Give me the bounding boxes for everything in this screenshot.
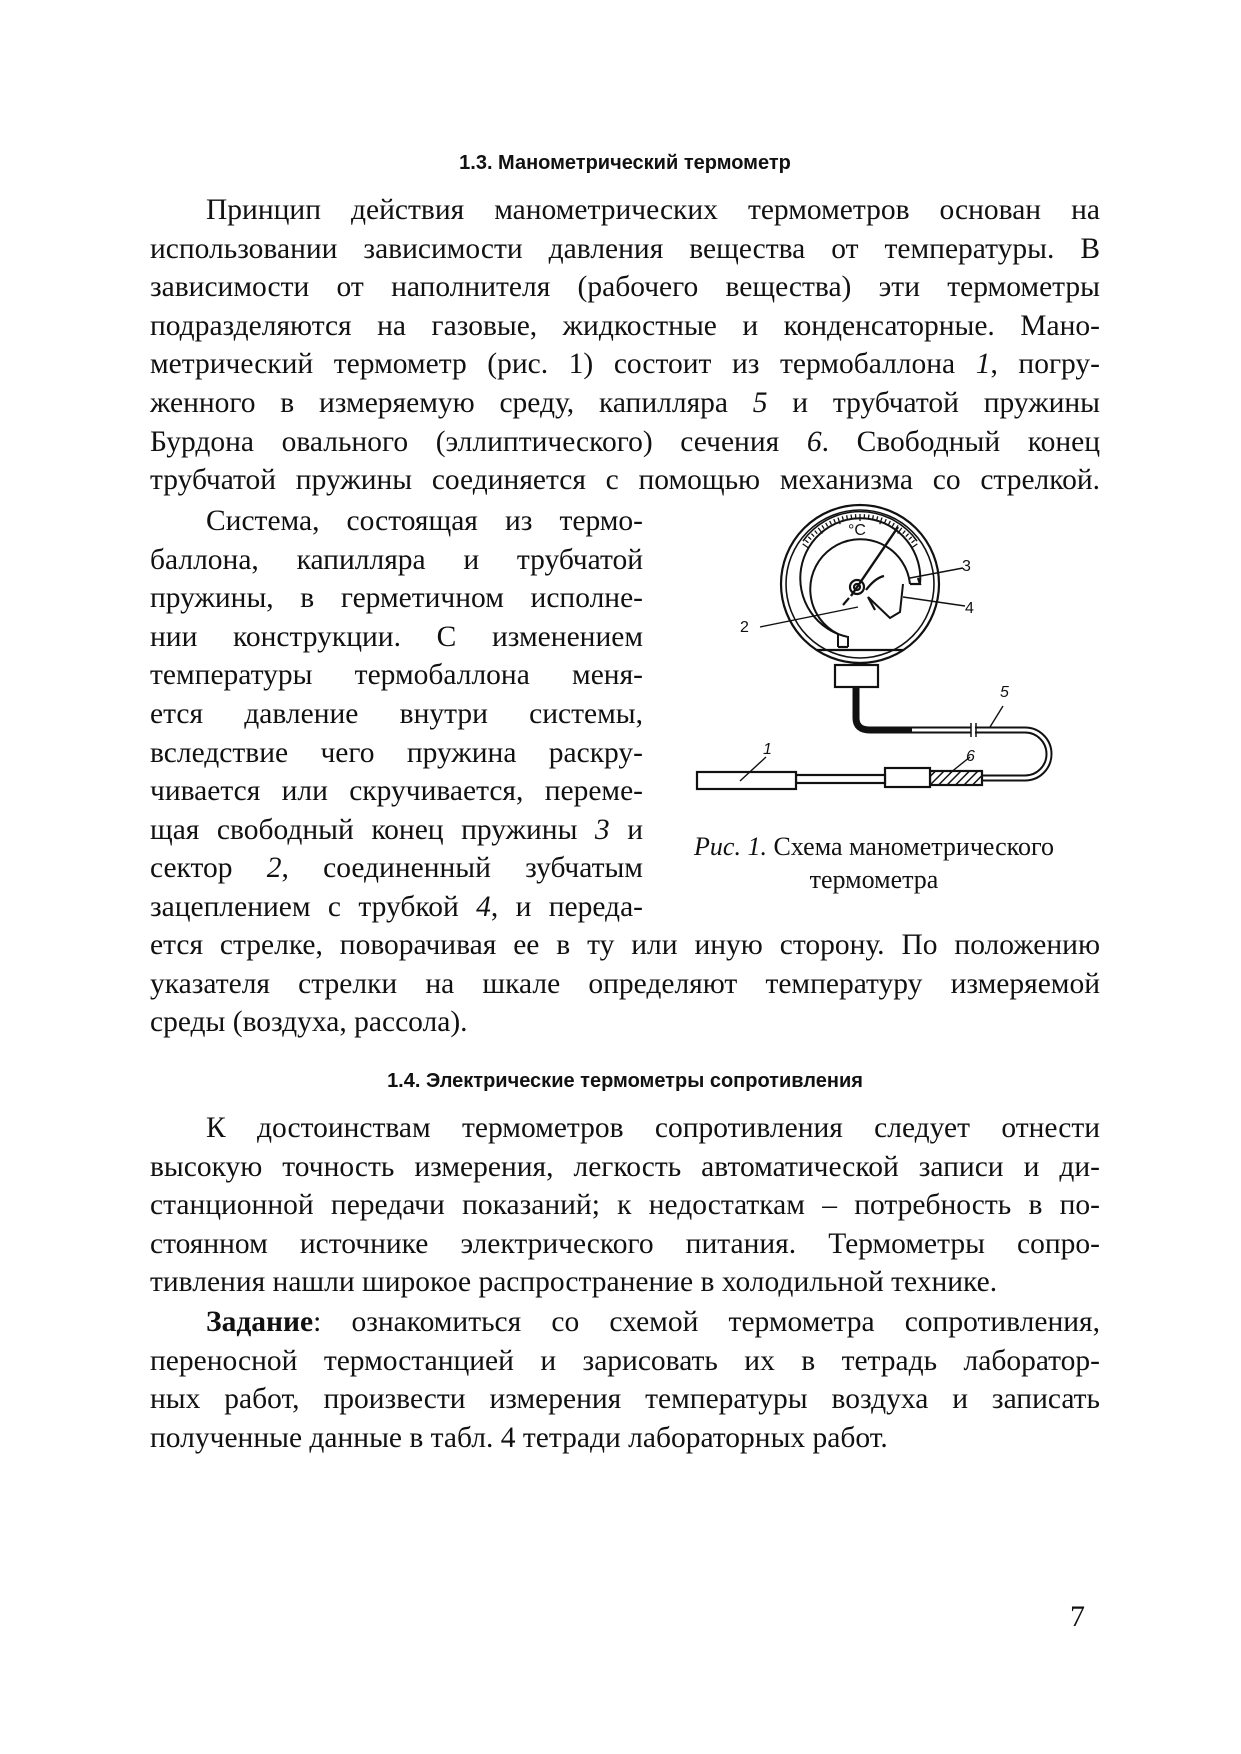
scale-tick [826, 523, 828, 526]
text-segment: , и переда- [490, 890, 643, 923]
scale-tick [803, 544, 809, 548]
scale-unit-label: °C [848, 522, 866, 539]
bold-text: Задание [206, 1306, 314, 1338]
text-segment: : ознакомиться со схемой термометра сопротивления, [313, 1306, 1100, 1338]
text-line [150, 926, 1100, 965]
text-segment: сектор [150, 852, 267, 885]
figure-caption-text: Схема манометрического [766, 832, 1054, 861]
paragraph-task [150, 1303, 1100, 1457]
text-line [150, 849, 643, 888]
text-segment: зависимости от наполнителя (рабочего вещества) эти термометры [150, 271, 1100, 304]
text-line [150, 307, 1100, 346]
text-segment: вследствие чего пружина раскру- [150, 736, 643, 769]
text-line [150, 1003, 1100, 1042]
callout-3: 3 [962, 558, 971, 575]
scale-tick [906, 534, 909, 537]
callout-4: 4 [965, 600, 974, 617]
text-segment: Принцип действия манометрических термометров основан на [206, 194, 1100, 226]
section-heading-1-3: 1.3. Манометрический термометр [459, 152, 791, 174]
text-segment: чивается или скручивается, переме- [150, 775, 643, 808]
text-segment: , соединенный зубчатым [281, 852, 643, 885]
text-line [150, 461, 1100, 500]
scale-tick [912, 544, 918, 548]
text-segment: щая свободный конец пружины [150, 813, 595, 846]
text-line [150, 618, 643, 657]
text-line [150, 1380, 1100, 1419]
callout-1: 1 [763, 741, 772, 758]
scale-tick [909, 537, 912, 540]
figure-caption-line-1 [660, 830, 1088, 863]
text-line [150, 772, 643, 811]
scale-tick [880, 518, 882, 525]
text-segment: высокую точность измерения, легкость автоматической записи и ди- [150, 1150, 1100, 1183]
scale-tick [885, 519, 886, 523]
text-line [150, 345, 1100, 384]
scale-tick [838, 518, 840, 525]
scale-tick [815, 531, 818, 534]
italic-reference: 1 [975, 348, 991, 381]
text-line [150, 230, 1100, 269]
text-segment: . Свободный конец [821, 425, 1101, 458]
text-segment: и трубчатой пружины [767, 386, 1100, 419]
armour-sleeve [930, 771, 982, 785]
connector [885, 768, 930, 787]
text-line [150, 191, 1100, 230]
scale-tick [892, 523, 894, 526]
lever [868, 584, 903, 618]
scale-tick [818, 528, 822, 534]
page-number: 7 [1070, 1600, 1085, 1633]
text-segment: баллона, капилляра и трубчатой [150, 543, 643, 576]
text-segment: женного в измеряемую среду, капилляра [150, 386, 753, 419]
text-line [150, 1263, 1100, 1302]
scale-tick [811, 534, 814, 537]
scale-tick [903, 531, 906, 534]
scale-tick [842, 516, 843, 520]
text-segment: подразделяются на газовые, жидкостные и конденсаторные. Мано- [150, 309, 1100, 342]
bourdon-spring [800, 518, 920, 647]
scale-tick [808, 537, 811, 540]
text-segment: полученные данные в табл. 4 тетради лабораторных работ. [150, 1421, 888, 1454]
text-segment: К достоинствам термометров сопротивления следует отнести [206, 1112, 1100, 1144]
italic-reference: 5 [752, 386, 768, 419]
text-segment: станционной передачи показаний; к недостаткам – потребность в по- [150, 1189, 1100, 1222]
paragraph-principle [150, 191, 1100, 500]
gauge-case [781, 505, 939, 663]
text-segment: переносной термостанцией и зарисовать их в тетрадь лаборатор- [150, 1344, 1100, 1377]
text-segment: тивления нашли широкое распространение в холодильной технике. [150, 1266, 998, 1299]
text-line [150, 1342, 1100, 1381]
text-segment: зацеплением с трубкой [150, 890, 477, 923]
text-segment: ных работ, произвести измерения температуры воздуха и записать [150, 1383, 1100, 1416]
italic-reference: 4 [476, 890, 491, 923]
text-segment: и [609, 813, 643, 846]
figure-caption-label: Рис. 1. [694, 832, 767, 861]
scale-tick [898, 528, 902, 534]
pointer-pivot [850, 580, 864, 594]
text-segment: стоянном источнике электрического питания. Термометры сопро- [150, 1227, 1100, 1260]
gauge-socket [835, 665, 878, 687]
italic-reference: 3 [594, 813, 610, 846]
text-line [150, 1186, 1100, 1225]
callout-5: 5 [1000, 684, 1009, 701]
text-line [150, 541, 643, 580]
text-segment: пружины, в герметичном исполне- [150, 582, 643, 615]
text-line [150, 656, 643, 695]
paragraph-resistance-advantages [150, 1109, 1100, 1302]
scale-tick [830, 521, 832, 525]
text-line [150, 1303, 1100, 1342]
scale-tick [851, 515, 852, 519]
text-segment: температуры термобаллона меня- [150, 659, 643, 692]
text-line [150, 695, 643, 734]
figure-caption-line-2: термометра [809, 865, 939, 894]
callout-6: 6 [966, 748, 975, 765]
text-line [150, 888, 643, 927]
text-segment: , погру- [990, 348, 1100, 381]
scale-tick [822, 525, 824, 528]
scale-tick [877, 516, 878, 520]
scale-tick [873, 515, 874, 519]
text-line [150, 965, 1100, 1004]
scale-tick [912, 540, 915, 542]
thermal-bulb [697, 772, 796, 789]
scale-tick [805, 540, 808, 542]
text-line [150, 811, 643, 850]
italic-reference: 6 [806, 425, 822, 458]
scale-tick [834, 519, 835, 523]
paragraph-system-continued [150, 926, 1100, 1042]
text-line [150, 423, 1100, 462]
text-line [150, 1419, 1100, 1458]
text-line [150, 734, 643, 773]
text-line [150, 268, 1100, 307]
text-line [150, 1148, 1100, 1187]
italic-reference: 2 [266, 852, 282, 885]
text-line [150, 1109, 1100, 1148]
text-line [150, 384, 1100, 423]
scale-tick [896, 525, 898, 528]
text-segment: нии конструкции. С изменением [150, 620, 643, 653]
text-segment: ется давление внутри системы, [150, 697, 643, 730]
text-line [150, 579, 643, 618]
pointer-needle [851, 527, 898, 596]
scale-tick [889, 521, 891, 525]
text-segment: Система, состоящая из термо- [206, 505, 643, 537]
scale-tick [868, 515, 869, 519]
paragraph-system [150, 502, 643, 927]
text-segment: ется стрелке, поворачивая ее в ту или иную сторону. По положению [150, 929, 1100, 961]
text-segment: Бурдона овального (эллиптического) сечения [150, 425, 807, 458]
text-segment: использовании зависимости давления вещества от температуры. В [150, 232, 1100, 265]
text-segment: указателя стрелки на шкале определяют температуру измеряемой [150, 967, 1100, 1000]
gauge-scale [803, 512, 917, 541]
capillary-tube [912, 730, 1049, 778]
text-segment: трубчатой пружины соединяется с помощью механизма со стрелкой. [150, 464, 1100, 497]
text-segment: среды (воздуха, рассола). [150, 1006, 468, 1039]
text-line [150, 1225, 1100, 1264]
text-segment: метрический термометр (рис. 1) состоит из термобаллона [150, 348, 976, 381]
text-line [150, 502, 643, 541]
scale-tick [847, 515, 848, 519]
section-heading-1-4: 1.4. Электрические термометры сопротивления [387, 1070, 863, 1092]
callout-2: 2 [740, 619, 749, 636]
